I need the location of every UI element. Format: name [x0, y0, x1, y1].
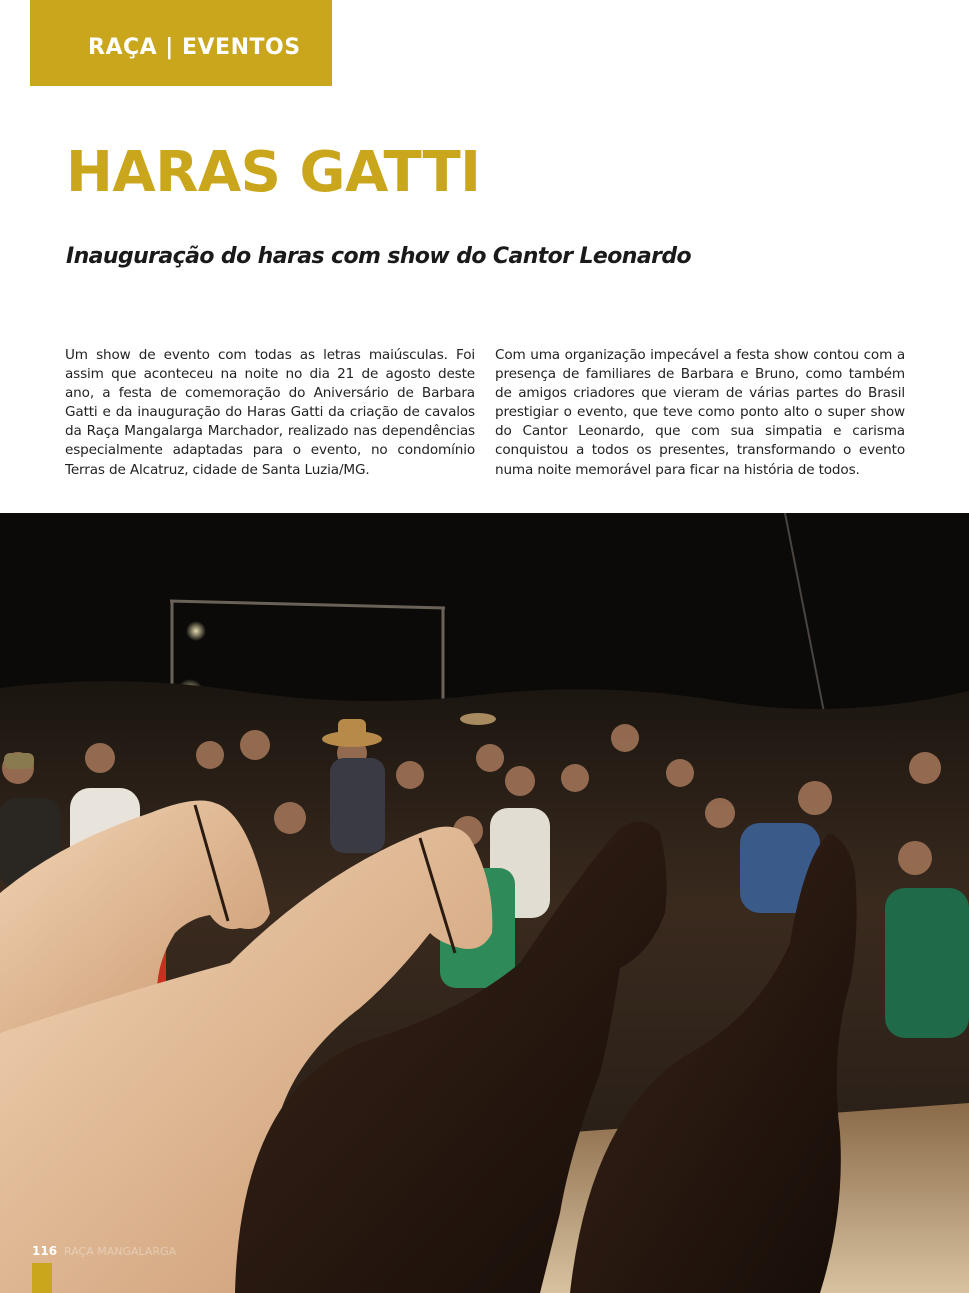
page-marker-bar — [32, 1263, 52, 1293]
page-number: 116 — [32, 1244, 58, 1258]
event-photo-illustration — [0, 513, 969, 1293]
article-title: HARAS GATTI — [66, 140, 481, 205]
event-photo — [0, 513, 969, 1293]
stage-light — [186, 621, 206, 641]
article-column-left: Um show de evento com todas as letras maiúsculas. Foi assim que aconteceu na noite no dia 21 de agosto deste ano, a festa de comemoração do Aniversário de Barbara Gatti e da inauguração do Haras Gatti da criação de cavalos da Raça Mangalarga Marchador, realizado nas dependências especialmente adaptadas para o evento, no condomínio Terras de Alcatruz, cidade de Santa Luzia/MG. — [65, 347, 475, 478]
section-label: RAÇA | EVENTOS — [88, 34, 301, 60]
article-column-right: Com uma organização impecável a festa show contou com a presença de familiares de Barbara e Bruno, como também de amigos criadores que vieram de várias partes do Brasil prestigiar o evento, que teve como ponto alto o super show do Cantor Leonardo, que com sua simpatia e carisma conquistou a todos os presentes, transformando o evento numa noite memorável para ficar na história de todos. — [495, 347, 905, 478]
footer-brand: RAÇA MANGALARGA — [64, 1245, 177, 1258]
section-tab — [30, 0, 332, 86]
article-subtitle: Inauguração do haras com show do Cantor Leonardo — [66, 244, 691, 269]
